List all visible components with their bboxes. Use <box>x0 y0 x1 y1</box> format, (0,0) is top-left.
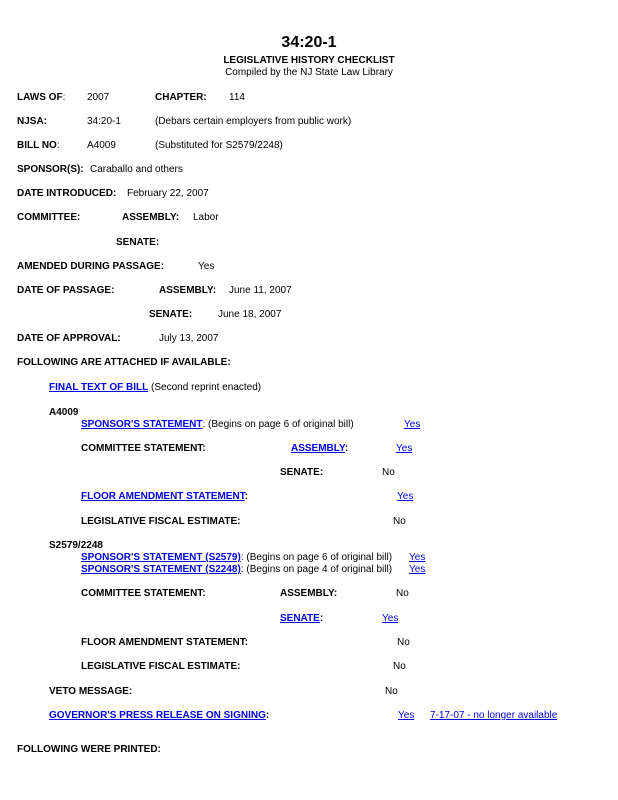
governor-press-release-link[interactable]: GOVERNOR'S PRESS RELEASE ON SIGNING <box>49 710 266 721</box>
s2579-sponsor1-note: : (Begins on page 6 of original bill) <box>240 552 393 563</box>
passage-senate-label: SENATE: <box>149 309 193 320</box>
s2579-committee-label: COMMITTEE STATEMENT: <box>81 588 206 599</box>
a4009-fiscal-value: No <box>393 516 406 527</box>
approval-label: DATE OF APPROVAL: <box>17 333 121 344</box>
a4009-assembly: ASSEMBLY: <box>291 443 349 454</box>
s2579-heading: S2579/2248 <box>49 540 103 551</box>
s2579-sponsor2-note: : (Begins on page 4 of original bill) <box>240 564 393 575</box>
bill-no-value: A4009 <box>87 140 116 151</box>
date-introduced-value: February 22, 2007 <box>127 188 209 199</box>
s2579-assembly-label: ASSEMBLY: <box>280 588 338 599</box>
passage-assembly-label: ASSEMBLY: <box>159 285 217 296</box>
a4009-sponsor-value-link[interactable]: Yes <box>404 419 421 430</box>
final-text-row <box>49 383 261 393</box>
page-title: 34:20-1 <box>281 34 337 51</box>
njsa-label: NJSA: <box>17 116 48 127</box>
passage-senate-value: June 18, 2007 <box>218 309 282 320</box>
a4009-floor: FLOOR AMENDMENT STATEMENT: <box>81 491 249 502</box>
bill-no-label: BILL NO: <box>17 140 60 151</box>
a4009-sponsor-note: : (Begins on page 6 of original bill) <box>202 419 354 430</box>
governor-value-link[interactable]: Yes <box>398 710 415 721</box>
a4009-sponsor-row <box>81 420 354 430</box>
a4009-senate-value: No <box>382 467 395 478</box>
compiled-by: Compiled by the NJ State Law Library <box>225 67 393 78</box>
sponsors-value: Caraballo and others <box>90 164 183 175</box>
s2579-sponsor1-value-link[interactable]: Yes <box>409 552 426 563</box>
chapter-value: 114 <box>229 92 245 103</box>
s2579-sponsor1-link[interactable]: SPONSOR'S STATEMENT (S2579) <box>81 552 241 563</box>
final-text-link[interactable]: FINAL TEXT OF BILL <box>49 382 149 393</box>
printed-heading: FOLLOWING WERE PRINTED: <box>17 744 161 755</box>
committee-assembly-label: ASSEMBLY: <box>122 212 180 223</box>
a4009-senate-label: SENATE: <box>280 467 324 478</box>
a4009-sponsor-link[interactable]: SPONSOR'S STATEMENT <box>81 419 203 430</box>
s2579-sponsor1-row <box>81 553 392 563</box>
veto-label: VETO MESSAGE: <box>49 686 133 697</box>
njsa-note: (Debars certain employers from public work) <box>155 116 352 127</box>
a4009-assembly-link[interactable]: ASSEMBLY <box>291 443 345 454</box>
s2579-fiscal-value: No <box>393 661 406 672</box>
a4009-assembly-value-link[interactable]: Yes <box>396 443 413 454</box>
committee-label: COMMITTEE: <box>17 212 81 223</box>
s2579-floor-label: FLOOR AMENDMENT STATEMENT: <box>81 637 249 648</box>
amended-value: Yes <box>198 261 215 272</box>
s2579-senate-link[interactable]: SENATE <box>280 613 320 624</box>
s2579-sponsor2-link[interactable]: SPONSOR'S STATEMENT (S2248) <box>81 564 241 575</box>
s2579-floor-value: No <box>397 637 410 648</box>
chapter-label: CHAPTER: <box>155 92 207 103</box>
committee-assembly-value: Labor <box>193 212 219 223</box>
amended-label: AMENDED DURING PASSAGE: <box>17 261 165 272</box>
bill-no-note: (Substituted for S2579/2248) <box>155 140 283 151</box>
final-text-note: (Second reprint enacted) <box>148 382 262 393</box>
s2579-sponsor2-value-link[interactable]: Yes <box>409 564 426 575</box>
veto-value: No <box>385 686 398 697</box>
page-subtitle: LEGISLATIVE HISTORY CHECKLIST <box>223 55 395 66</box>
a4009-fiscal-label: LEGISLATIVE FISCAL ESTIMATE: <box>81 516 241 527</box>
a4009-committee-label: COMMITTEE STATEMENT: <box>81 443 206 454</box>
committee-senate-label: SENATE: <box>116 237 160 248</box>
s2579-fiscal-label: LEGISLATIVE FISCAL ESTIMATE: <box>81 661 241 672</box>
s2579-sponsor2-row <box>81 565 392 575</box>
passage-label: DATE OF PASSAGE: <box>17 285 115 296</box>
laws-of-label: LAWS OF: <box>17 92 66 103</box>
s2579-assembly-value: No <box>396 588 409 599</box>
a4009-floor-link[interactable]: FLOOR AMENDMENT STATEMENT <box>81 491 245 502</box>
passage-assembly-value: June 11, 2007 <box>229 285 292 296</box>
s2579-senate-value-link[interactable]: Yes <box>382 613 399 624</box>
governor-row: GOVERNOR'S PRESS RELEASE ON SIGNING: <box>49 710 270 721</box>
sponsors-label: SPONSOR(S): <box>17 164 84 175</box>
laws-of-value: 2007 <box>87 92 110 103</box>
attached-heading: FOLLOWING ARE ATTACHED IF AVAILABLE: <box>17 357 231 368</box>
a4009-heading: A4009 <box>49 407 79 418</box>
approval-value: July 13, 2007 <box>159 333 219 344</box>
a4009-floor-value-link[interactable]: Yes <box>397 491 414 502</box>
date-introduced-label: DATE INTRODUCED: <box>17 188 117 199</box>
njsa-value: 34:20-1 <box>87 116 121 127</box>
s2579-senate: SENATE: <box>280 613 324 624</box>
governor-date-link[interactable]: 7-17-07 - no longer available <box>430 710 558 721</box>
